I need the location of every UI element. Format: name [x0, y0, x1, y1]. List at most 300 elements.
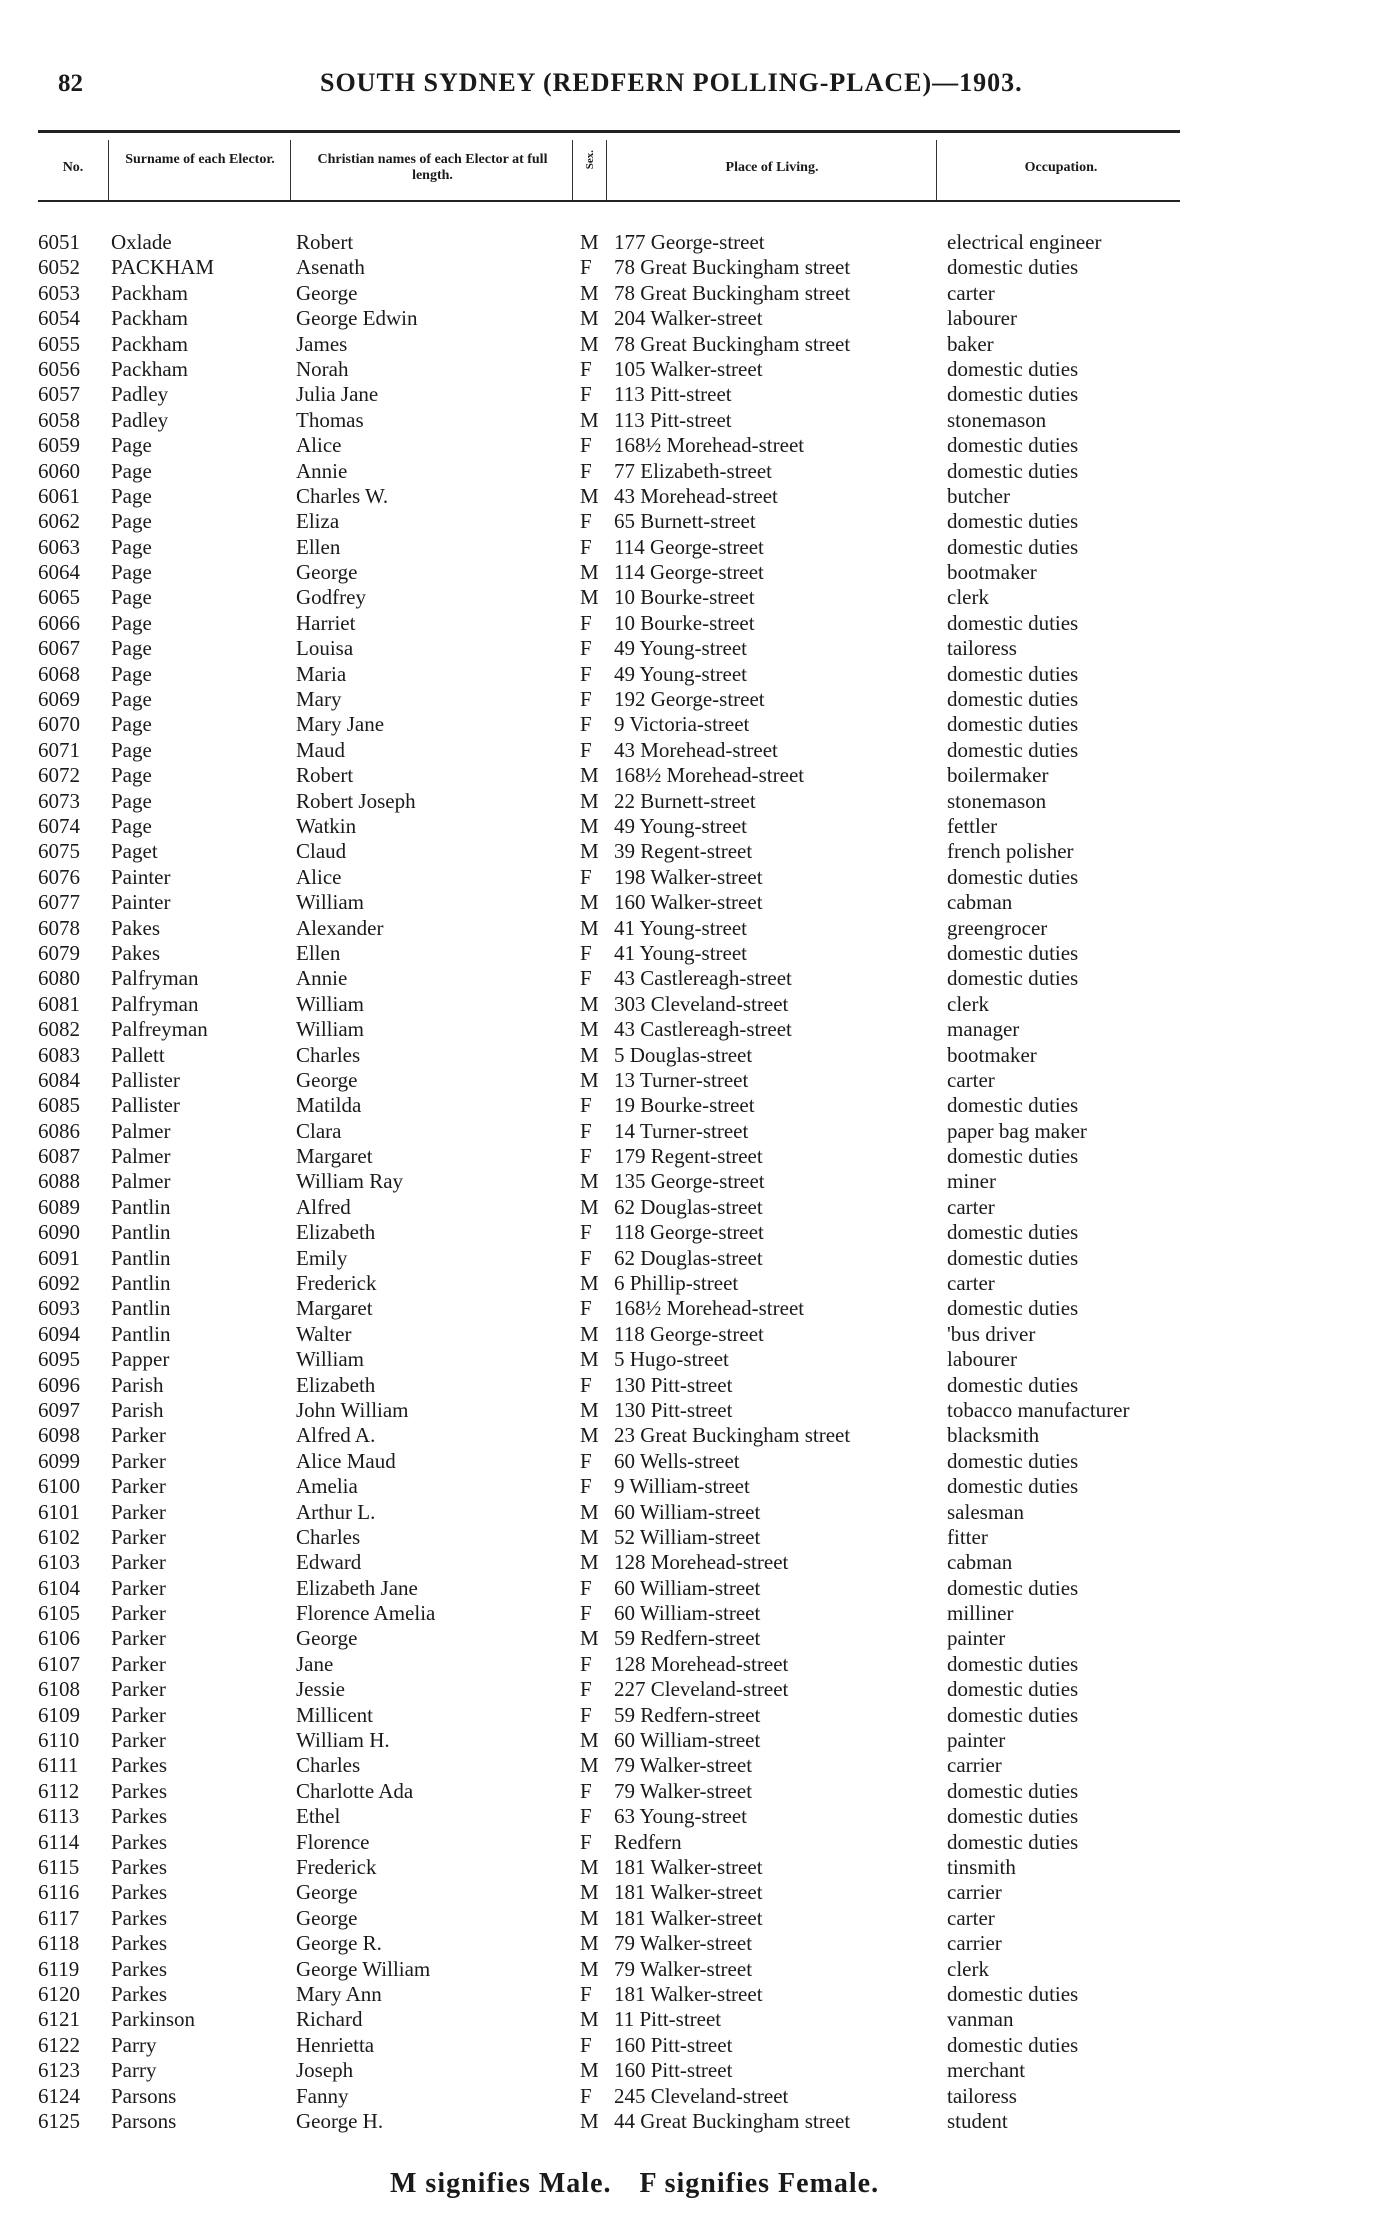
- cell-no: 6080: [38, 966, 80, 991]
- cell-occupation: domestic duties: [947, 1981, 1079, 2006]
- cell-surname: Page: [111, 483, 152, 508]
- cell-surname: Parker: [111, 1702, 166, 1727]
- table-row: [0, 1779, 1382, 1804]
- cell-place: 59 Redfern-street: [614, 1626, 761, 1651]
- cell-place: 118 George-street: [614, 1321, 764, 1346]
- cell-no: 6094: [38, 1321, 80, 1346]
- table-row: [0, 966, 1382, 991]
- cell-christian: Mary: [296, 687, 342, 712]
- cell-place: 60 William-street: [614, 1499, 761, 1524]
- cell-no: 6124: [38, 2083, 80, 2108]
- table-row: [0, 1804, 1382, 1829]
- cell-surname: Page: [111, 610, 152, 635]
- cell-occupation: domestic duties: [947, 356, 1079, 381]
- cell-christian: Eliza: [296, 509, 340, 534]
- cell-christian: Ellen: [296, 534, 341, 559]
- cell-place: 41 Young-street: [614, 940, 748, 965]
- cell-christian: William H.: [296, 1728, 390, 1753]
- cell-surname: Parish: [111, 1397, 164, 1422]
- cell-christian: Joseph: [296, 2058, 354, 2083]
- cell-occupation: fettler: [947, 813, 998, 838]
- cell-surname: Parkes: [111, 1855, 167, 1879]
- table-row: [0, 1373, 1382, 1398]
- cell-christian: Alfred: [296, 1194, 351, 1219]
- cell-occupation: domestic duties: [947, 1245, 1079, 1270]
- cell-surname: Pakes: [111, 940, 160, 965]
- cell-surname: Parker: [111, 1651, 166, 1676]
- cell-sex: M: [580, 813, 599, 838]
- cell-sex: M: [580, 1550, 599, 1575]
- cell-surname: Page: [111, 788, 152, 813]
- cell-christian: Alice: [296, 864, 342, 889]
- cell-surname: Page: [111, 534, 152, 559]
- cell-christian: Elizabeth: [296, 1372, 376, 1397]
- cell-surname: Parker: [111, 1550, 166, 1575]
- cell-surname: Palmer: [111, 1144, 171, 1169]
- table-row: [0, 281, 1382, 306]
- cell-surname: Paget: [111, 839, 158, 864]
- table-row: [0, 1271, 1382, 1296]
- cell-place: 5 Hugo-street: [614, 1347, 729, 1372]
- cell-occupation: domestic duties: [947, 433, 1079, 458]
- cell-occupation: domestic duties: [947, 661, 1079, 686]
- table-row: [0, 2007, 1382, 2032]
- cell-occupation: cabman: [947, 1550, 1013, 1575]
- cell-surname: Pantlin: [111, 1245, 171, 1270]
- cell-occupation: domestic duties: [947, 610, 1079, 635]
- cell-sex: F: [580, 687, 592, 712]
- table-row: [0, 1931, 1382, 1956]
- cell-surname: Parker: [111, 1626, 166, 1651]
- table-row: [0, 1550, 1382, 1575]
- cell-place: 49 Young-street: [614, 661, 748, 686]
- cell-surname: Parkes: [111, 1931, 167, 1956]
- cell-no: 6077: [38, 890, 80, 915]
- cell-christian: Frederick: [296, 1271, 377, 1296]
- cell-sex: M: [580, 1753, 599, 1778]
- table-row: [0, 1576, 1382, 1601]
- table-row: [0, 1449, 1382, 1474]
- cell-christian: Walter: [296, 1321, 352, 1346]
- cell-place: 168½ Morehead-street: [614, 763, 805, 788]
- cell-place: 49 Young-street: [614, 813, 748, 838]
- cell-occupation: clerk: [947, 991, 989, 1016]
- cell-christian: Alice: [296, 433, 342, 458]
- cell-christian: Millicent: [296, 1702, 373, 1727]
- cell-no: 6097: [38, 1397, 80, 1422]
- cell-place: 168½ Morehead-street: [614, 1296, 805, 1321]
- cell-place: 9 William-street: [614, 1474, 750, 1499]
- cell-christian: Ellen: [296, 940, 341, 965]
- table-row: [0, 687, 1382, 712]
- cell-place: 135 George-street: [614, 1169, 765, 1194]
- cell-christian: Charles: [296, 1753, 361, 1778]
- cell-occupation: salesman: [947, 1499, 1024, 1524]
- table-row: [0, 890, 1382, 915]
- cell-christian: William: [296, 890, 364, 915]
- cell-surname: Page: [111, 458, 152, 483]
- cell-surname: Page: [111, 509, 152, 534]
- cell-surname: Pantlin: [111, 1296, 171, 1321]
- cell-occupation: domestic duties: [947, 1220, 1079, 1245]
- cell-sex: F: [580, 1144, 592, 1169]
- cell-occupation: french polisher: [947, 839, 1074, 864]
- cell-christian: Julia Jane: [296, 382, 379, 407]
- cell-sex: F: [580, 1474, 592, 1499]
- cell-sex: F: [580, 534, 592, 559]
- cell-place: 10 Bourke-street: [614, 610, 755, 635]
- cell-occupation: domestic duties: [947, 1702, 1079, 1727]
- table-row: [0, 509, 1382, 534]
- cell-sex: F: [580, 1093, 592, 1118]
- cell-no: 6114: [38, 1829, 80, 1854]
- footer-note: [390, 2168, 879, 2200]
- column-header-place: Place of Living.: [725, 160, 819, 175]
- table-row: [0, 1626, 1382, 1651]
- cell-place: 79 Walker-street: [614, 1778, 753, 1803]
- cell-sex: F: [580, 661, 592, 686]
- cell-occupation: labourer: [947, 1347, 1017, 1372]
- cell-sex: M: [580, 2108, 599, 2133]
- cell-no: 6072: [38, 763, 80, 788]
- table-row: [0, 484, 1382, 509]
- cell-no: 6059: [38, 433, 80, 458]
- cell-surname: Parkes: [111, 1753, 167, 1778]
- cell-sex: F: [580, 255, 592, 280]
- cell-sex: M: [580, 1728, 599, 1753]
- cell-surname: Parkes: [111, 1804, 167, 1829]
- column-divider: [290, 140, 291, 200]
- cell-no: 6064: [38, 560, 80, 585]
- cell-occupation: carrier: [947, 1880, 1002, 1905]
- table-row: [0, 1982, 1382, 2007]
- cell-surname: Pallister: [111, 1067, 180, 1092]
- cell-no: 6107: [38, 1651, 80, 1676]
- cell-no: 6068: [38, 661, 80, 686]
- cell-sex: F: [580, 1575, 592, 1600]
- table-row: [0, 1830, 1382, 1855]
- cell-christian: Arthur L.: [296, 1499, 376, 1524]
- table-row: [0, 1880, 1382, 1905]
- cell-no: 6069: [38, 687, 80, 712]
- cell-occupation: stonemason: [947, 407, 1047, 432]
- cell-occupation: domestic duties: [947, 1372, 1079, 1397]
- cell-place: 204 Walker-street: [614, 306, 763, 331]
- cell-no: 6054: [38, 306, 80, 331]
- table-row: [0, 1322, 1382, 1347]
- top-rule: [38, 130, 1180, 133]
- cell-occupation: painter: [947, 1728, 1006, 1753]
- cell-christian: Maud: [296, 737, 345, 762]
- cell-sex: M: [580, 915, 599, 940]
- cell-christian: Elizabeth Jane: [296, 1575, 418, 1600]
- cell-occupation: blacksmith: [947, 1423, 1040, 1448]
- column-header-occupation: Occupation.: [1024, 160, 1098, 175]
- cell-surname: Pallett: [111, 1042, 165, 1067]
- cell-occupation: domestic duties: [947, 712, 1079, 737]
- cell-surname: Papper: [111, 1347, 170, 1372]
- cell-sex: M: [580, 1347, 599, 1372]
- table-row: [0, 763, 1382, 788]
- cell-sex: F: [580, 1372, 592, 1397]
- cell-occupation: domestic duties: [947, 1448, 1079, 1473]
- cell-no: 6062: [38, 509, 80, 534]
- table-row: [0, 306, 1382, 331]
- table-row: [0, 1246, 1382, 1271]
- table-row: [0, 865, 1382, 890]
- table-row: [0, 2033, 1382, 2058]
- table-row: [0, 255, 1382, 280]
- cell-sex: M: [580, 331, 599, 356]
- cell-no: 6057: [38, 382, 80, 407]
- cell-place: 19 Bourke-street: [614, 1093, 755, 1118]
- cell-occupation: tailoress: [947, 636, 1017, 661]
- cell-place: 60 William-street: [614, 1728, 761, 1753]
- cell-surname: Parker: [111, 1448, 166, 1473]
- table-row: [0, 1195, 1382, 1220]
- cell-place: 105 Walker-street: [614, 356, 763, 381]
- cell-sex: M: [580, 1194, 599, 1219]
- cell-christian: Thomas: [296, 407, 364, 432]
- cell-christian: George H.: [296, 2108, 384, 2133]
- cell-place: 5 Douglas-street: [614, 1042, 753, 1067]
- table-row: [0, 357, 1382, 382]
- cell-place: 130 Pitt-street: [614, 1397, 733, 1422]
- cell-no: 6109: [38, 1702, 80, 1727]
- table-row: [0, 2109, 1382, 2134]
- cell-no: 6119: [38, 1956, 80, 1981]
- cell-place: 128 Morehead-street: [614, 1651, 789, 1676]
- cell-occupation: carrier: [947, 1753, 1002, 1778]
- cell-sex: M: [580, 1067, 599, 1092]
- table-row: [0, 433, 1382, 458]
- cell-occupation: butcher: [947, 483, 1010, 508]
- table-row: [0, 332, 1382, 357]
- cell-surname: Parkes: [111, 1880, 167, 1905]
- cell-no: 6108: [38, 1677, 80, 1702]
- cell-surname: Parker: [111, 1499, 166, 1524]
- cell-no: 6051: [38, 230, 80, 254]
- cell-no: 6123: [38, 2058, 80, 2083]
- cell-christian: Henrietta: [296, 2032, 375, 2057]
- cell-place: 113 Pitt-street: [614, 407, 732, 432]
- cell-surname: Parkes: [111, 1829, 167, 1854]
- cell-no: 6063: [38, 534, 80, 559]
- cell-christian: George: [296, 1067, 358, 1092]
- cell-surname: Pantlin: [111, 1194, 171, 1219]
- cell-occupation: domestic duties: [947, 1778, 1079, 1803]
- page-title: SOUTH SYDNEY (REDFERN POLLING-PLACE)—1903.: [320, 68, 1023, 97]
- cell-place: 78 Great Buckingham street: [614, 255, 851, 280]
- cell-christian: Jessie: [296, 1677, 345, 1702]
- cell-no: 6052: [38, 255, 80, 280]
- table-row: [0, 1017, 1382, 1042]
- cell-place: 168½ Morehead-street: [614, 433, 805, 458]
- cell-sex: M: [580, 1017, 599, 1042]
- cell-christian: Alice Maud: [296, 1448, 396, 1473]
- cell-occupation: carter: [947, 1194, 995, 1219]
- cell-place: 181 Walker-street: [614, 1855, 763, 1879]
- cell-place: 198 Walker-street: [614, 864, 763, 889]
- cell-place: 43 Castlereagh-street: [614, 1017, 792, 1042]
- cell-christian: Annie: [296, 966, 348, 991]
- page-number: 82: [58, 70, 83, 97]
- cell-christian: Florence Amelia: [296, 1601, 436, 1626]
- table-row: [0, 230, 1382, 255]
- cell-christian: Alfred A.: [296, 1423, 376, 1448]
- cell-occupation: greengrocer: [947, 915, 1048, 940]
- cell-no: 6099: [38, 1448, 80, 1473]
- cell-christian: Clara: [296, 1118, 342, 1143]
- cell-no: 6112: [38, 1778, 80, 1803]
- table-row: [0, 1525, 1382, 1550]
- cell-place: 79 Walker-street: [614, 1753, 753, 1778]
- cell-surname: Painter: [111, 864, 171, 889]
- cell-surname: Packham: [111, 356, 188, 381]
- cell-no: 6055: [38, 331, 80, 356]
- table-row: [0, 1474, 1382, 1499]
- table-row: [0, 1068, 1382, 1093]
- cell-surname: Parkes: [111, 1956, 167, 1981]
- cell-christian: Margaret: [296, 1296, 373, 1321]
- cell-sex: F: [580, 1448, 592, 1473]
- cell-sex: M: [580, 1397, 599, 1422]
- cell-sex: F: [580, 2032, 592, 2057]
- cell-sex: F: [580, 1118, 592, 1143]
- table-row: [0, 1703, 1382, 1728]
- cell-occupation: domestic duties: [947, 687, 1079, 712]
- cell-christian: Claud: [296, 839, 347, 864]
- table-row: [0, 789, 1382, 814]
- cell-christian: Mary Ann: [296, 1981, 382, 2006]
- cell-surname: Page: [111, 661, 152, 686]
- cell-occupation: domestic duties: [947, 1474, 1079, 1499]
- cell-no: 6083: [38, 1042, 80, 1067]
- cell-place: 23 Great Buckingham street: [614, 1423, 851, 1448]
- cell-christian: Florence: [296, 1829, 370, 1854]
- cell-no: 6122: [38, 2032, 80, 2057]
- cell-no: 6105: [38, 1601, 80, 1626]
- cell-christian: Robert: [296, 230, 354, 254]
- cell-surname: Pallister: [111, 1093, 180, 1118]
- cell-place: 43 Morehead-street: [614, 737, 778, 762]
- cell-sex: F: [580, 1778, 592, 1803]
- cell-no: 6115: [38, 1855, 80, 1879]
- cell-occupation: manager: [947, 1017, 1020, 1042]
- cell-place: 114 George-street: [614, 534, 764, 559]
- cell-occupation: carter: [947, 1271, 995, 1296]
- cell-sex: F: [580, 1981, 592, 2006]
- cell-christian: William: [296, 1017, 364, 1042]
- cell-sex: F: [580, 2083, 592, 2108]
- cell-sex: F: [580, 1651, 592, 1676]
- cell-place: 62 Douglas-street: [614, 1194, 763, 1219]
- cell-place: 181 Walker-street: [614, 1880, 763, 1905]
- cell-place: 114 George-street: [614, 560, 764, 585]
- cell-occupation: tinsmith: [947, 1855, 1016, 1879]
- column-divider: [606, 140, 607, 200]
- cell-occupation: domestic duties: [947, 1677, 1079, 1702]
- cell-no: 6075: [38, 839, 80, 864]
- cell-surname: Painter: [111, 890, 171, 915]
- cell-no: 6110: [38, 1728, 80, 1753]
- cell-no: 6088: [38, 1169, 80, 1194]
- cell-occupation: domestic duties: [947, 255, 1079, 280]
- cell-place: 65 Burnett-street: [614, 509, 756, 534]
- cell-no: 6070: [38, 712, 80, 737]
- cell-place: 113 Pitt-street: [614, 382, 732, 407]
- cell-occupation: domestic duties: [947, 1144, 1079, 1169]
- cell-place: 181 Walker-street: [614, 1905, 763, 1930]
- cell-occupation: miner: [947, 1169, 996, 1194]
- table-row: [0, 814, 1382, 839]
- elector-rows: [0, 230, 1382, 2134]
- table-row: [0, 1423, 1382, 1448]
- cell-sex: F: [580, 712, 592, 737]
- cell-no: 6082: [38, 1017, 80, 1042]
- cell-sex: M: [580, 1271, 599, 1296]
- table-row: [0, 1855, 1382, 1880]
- cell-surname: Parker: [111, 1474, 166, 1499]
- cell-no: 6113: [38, 1804, 80, 1829]
- column-divider: [108, 140, 109, 200]
- male-note: M signifies Male.: [390, 2168, 612, 2199]
- cell-christian: Richard: [296, 2007, 363, 2032]
- cell-surname: Parish: [111, 1372, 164, 1397]
- cell-surname: Parker: [111, 1601, 166, 1626]
- cell-sex: F: [580, 864, 592, 889]
- cell-no: 6098: [38, 1423, 80, 1448]
- cell-occupation: carter: [947, 1067, 995, 1092]
- cell-christian: Asenath: [296, 255, 365, 280]
- cell-christian: Charles: [296, 1042, 361, 1067]
- cell-occupation: vanman: [947, 2007, 1014, 2032]
- table-row: [0, 1753, 1382, 1778]
- column-header-no: No.: [62, 160, 84, 175]
- cell-no: 6095: [38, 1347, 80, 1372]
- cell-christian: William: [296, 1347, 364, 1372]
- cell-sex: M: [580, 1855, 599, 1879]
- cell-sex: M: [580, 1931, 599, 1956]
- cell-sex: M: [580, 1956, 599, 1981]
- cell-surname: Oxlade: [111, 230, 172, 254]
- table-row: [0, 1398, 1382, 1423]
- cell-occupation: carrier: [947, 1931, 1002, 1956]
- cell-surname: Parker: [111, 1423, 166, 1448]
- cell-no: 6120: [38, 1981, 80, 2006]
- female-note: F signifies Female.: [639, 2168, 880, 2199]
- cell-sex: M: [580, 560, 599, 585]
- cell-sex: M: [580, 2007, 599, 2032]
- column-header-christian: Christian names of each Elector at full length.: [317, 152, 548, 183]
- table-row: [0, 1296, 1382, 1321]
- cell-sex: F: [580, 1245, 592, 1270]
- cell-place: 60 William-street: [614, 1575, 761, 1600]
- cell-sex: F: [580, 433, 592, 458]
- table-row: [0, 2084, 1382, 2109]
- cell-surname: Parkes: [111, 1905, 167, 1930]
- table-row: [0, 1093, 1382, 1118]
- cell-no: 6056: [38, 356, 80, 381]
- cell-occupation: domestic duties: [947, 534, 1079, 559]
- cell-sex: M: [580, 407, 599, 432]
- cell-sex: M: [580, 1423, 599, 1448]
- cell-occupation: tailoress: [947, 2083, 1017, 2108]
- table-row: [0, 992, 1382, 1017]
- cell-place: Redfern: [614, 1829, 682, 1854]
- table-row: [0, 662, 1382, 687]
- column-header-surname: Surname of each Elector.: [125, 152, 275, 167]
